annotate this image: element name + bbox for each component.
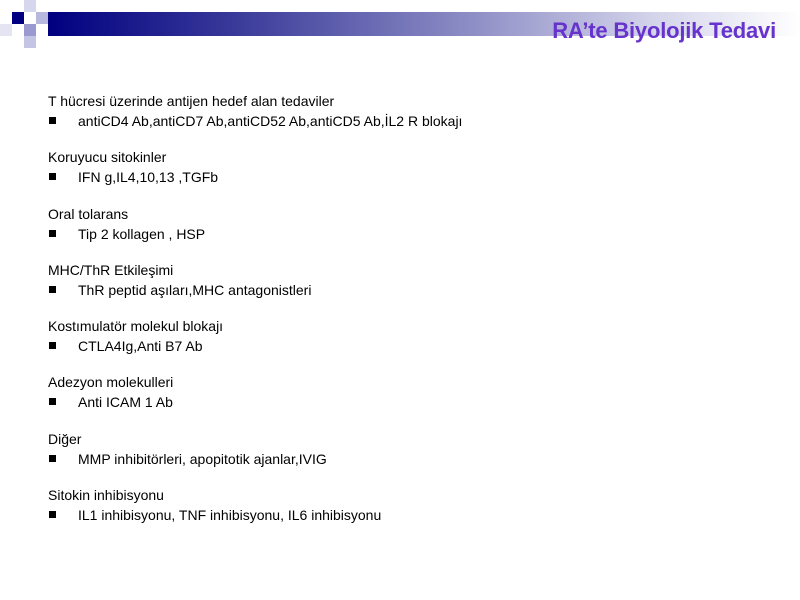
bullet-text: Tip 2 kollagen , HSP [78,225,206,242]
bullet-item [48,506,768,524]
section-adhesion [48,373,768,429]
square-bullet-icon [49,230,56,237]
bullet-item [48,450,768,468]
section-t-cell [48,92,768,148]
section-heading: Diğer [48,430,82,447]
section-heading: Koruyucu sitokinler [48,149,167,166]
section-costimulation [48,317,768,373]
section-heading: Sitokin inhibisyonu [48,487,164,504]
bullet-item [48,112,768,130]
bullet-item [48,281,768,299]
square-bullet-icon [49,342,56,349]
bullet-text: ThR peptid aşıları,MHC antagonistleri [78,281,312,298]
section-heading: Kostımulatör molekul blokajı [48,318,224,335]
slide-content [48,92,768,542]
bullet-item [48,337,768,355]
square-bullet-icon [49,117,56,124]
square-bullet-icon [49,511,56,518]
section-heading: T hücresi üzerinde antijen hedef alan tedaviler [48,93,335,109]
section-heading: Adezyon molekulleri [48,374,174,391]
bullet-text: IFN g,IL4,10,13 ,TGFb [78,169,219,186]
square-bullet-icon [49,455,56,462]
section-protective-cytokines [48,148,768,204]
bullet-text: Anti ICAM 1 Ab [78,394,173,411]
square-bullet-icon [49,398,56,405]
bullet-text: MMP inhibitörleri, apopitotik ajanlar,IVIG [78,450,327,467]
bullet-item [48,225,768,243]
section-oral-tolerance [48,205,768,261]
bullet-text: antiCD4 Ab,antiCD7 Ab,antiCD52 Ab,antiCD5 Ab,İL2 R blokajı [78,113,463,129]
bullet-item [48,168,768,186]
section-mhc-thr [48,261,768,317]
section-cytokine-inhibition [48,486,768,542]
bullet-text: CTLA4Ig,Anti B7 Ab [78,338,203,355]
section-heading: Oral tolarans [48,205,129,222]
section-heading: MHC/ThR Etkileşimi [48,261,174,278]
slide-title: RA’te Biyolojik Tedavi [552,18,776,43]
square-bullet-icon [49,173,56,180]
bullet-text: IL1 inhibisyonu, TNF inhibisyonu, IL6 inhibisyonu [78,507,382,524]
square-bullet-icon [49,286,56,293]
bullet-item [48,393,768,411]
section-other [48,430,768,486]
